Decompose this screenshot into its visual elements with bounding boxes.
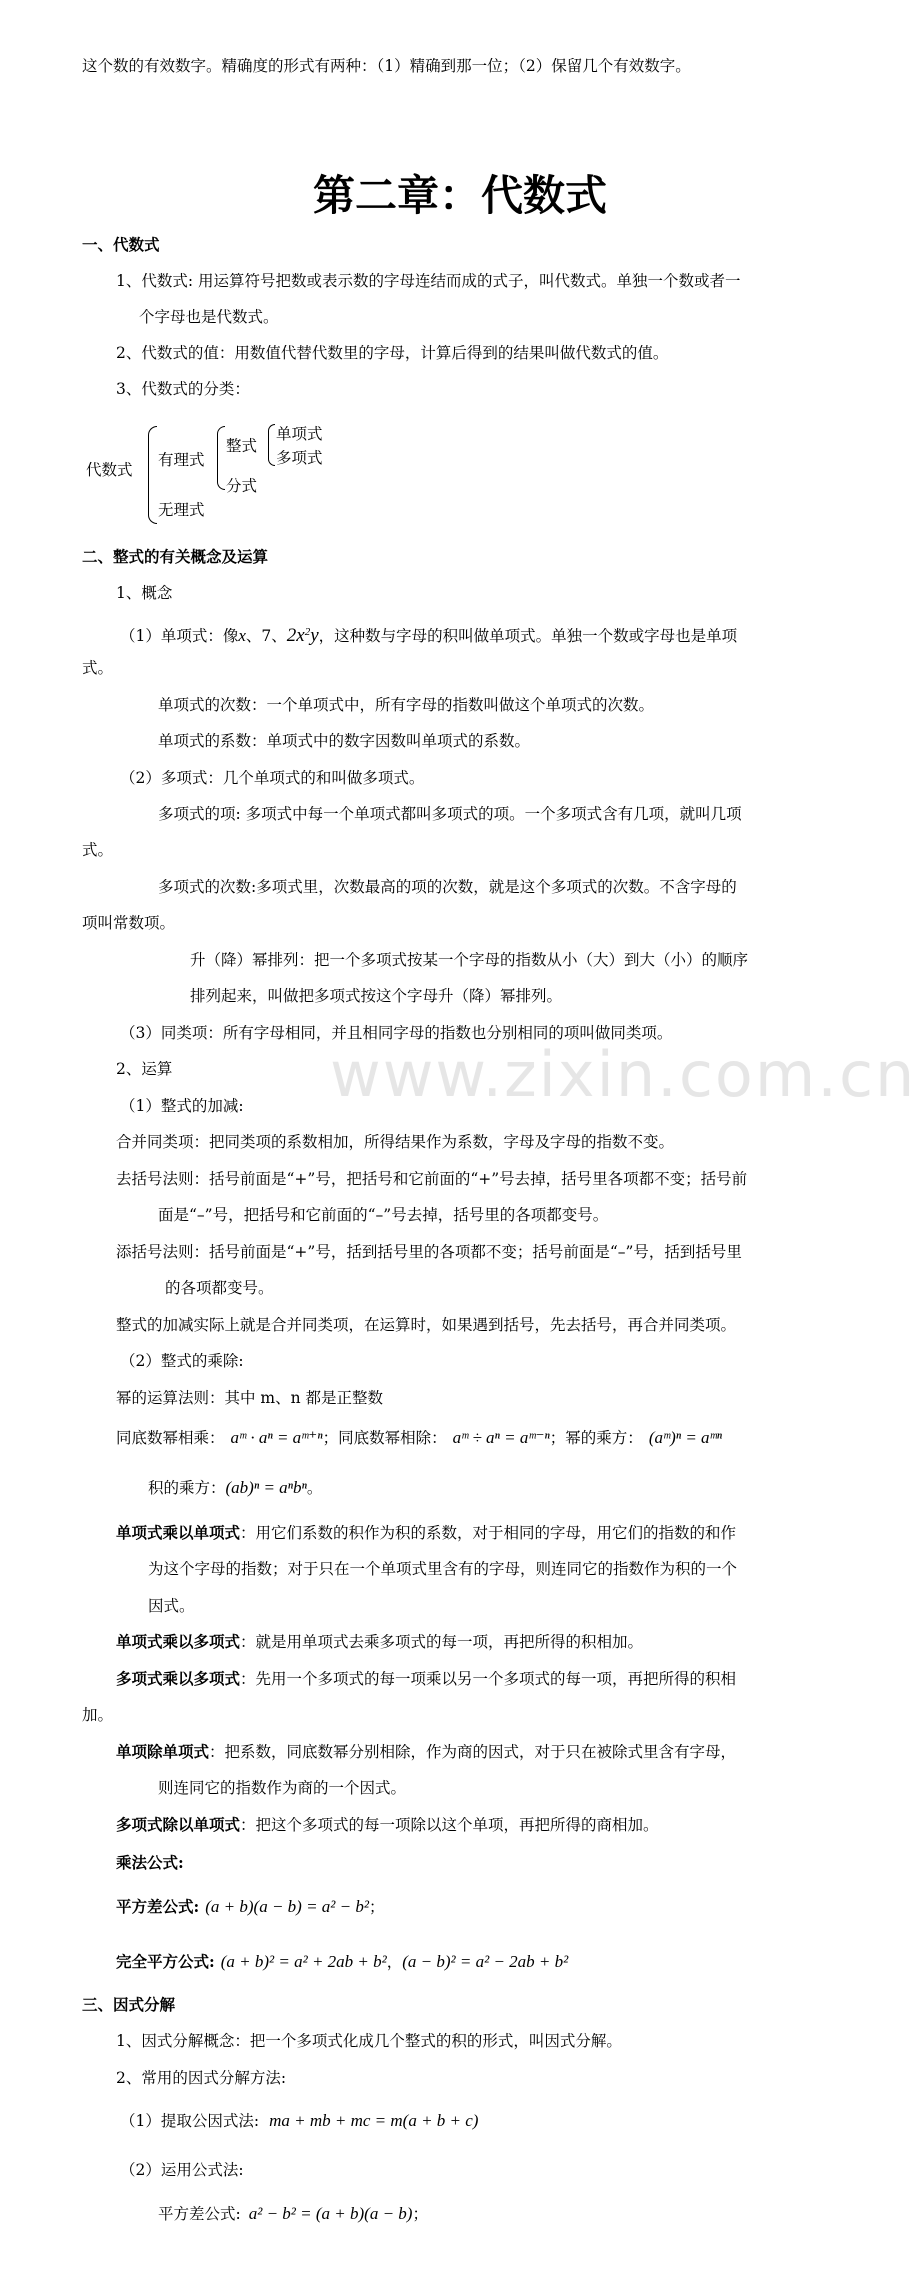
factorization-concept: 1、因式分解概念：把一个多项式化成几个整式的积的形式，叫因式分解。: [116, 2032, 622, 2050]
ordering-line-1: 升（降）幂排列：把一个多项式按某一个字母的指数从小（大）到大（小）的顺序: [190, 951, 749, 969]
value-definition: 2、代数式的值：用数值代替代数里的字母，计算后得到的结果叫做代数式的值。: [116, 344, 669, 362]
mono-divide-line-2: 则连同它的指数作为商的一个因式。: [158, 1779, 407, 1797]
monomial-exponent: 2: [304, 626, 311, 638]
same-base-multiply-formula: aᵐ · aⁿ = aᵐ⁺ⁿ: [230, 1428, 323, 1447]
factor-difference-of-squares-formula: a² − b² = (a + b)(a − b): [248, 2204, 413, 2223]
operations-label: 2、运算: [116, 1060, 173, 1078]
formula-method-label: （2）运用公式法:: [120, 2161, 244, 2179]
root-brace: [148, 426, 157, 524]
watermark: www.zixin.com.cn: [330, 1038, 917, 1111]
polynomial-definition: （2）多项式：几个单项式的和叫做多项式。: [120, 769, 425, 787]
section-3-heading: 三、因式分解: [82, 1995, 176, 2014]
chapter-title: 第二章：代数式: [312, 171, 607, 220]
perfect-square-separator: ，: [386, 1953, 403, 1971]
poly-times-poly-text: ：先用一个多项式的每一项乘以另一个多项式的每一项，再把所得的积相: [240, 1670, 737, 1688]
add-brackets-line-1: 添括号法则：括号前面是“+”号，括到括号里的各项都不变；括号前面是“–”号，括到括号里: [116, 1243, 742, 1261]
monomial-definition-line-1: [120, 620, 737, 648]
factor-difference-of-squares-end: ；: [412, 2205, 428, 2223]
poly-times-poly-line-2: 加。: [82, 1706, 114, 1724]
like-terms-definition: （3）同类项：所有字母相同，并且相同字母的指数也分别相同的项叫做同类项。: [120, 1024, 673, 1042]
mono-times-poly: [116, 1630, 643, 1654]
perfect-square-line: [116, 1950, 568, 1974]
mono-times-poly-label: 单项式乘以多项式: [116, 1632, 241, 1651]
product-power-formula: (ab)ⁿ = aⁿbⁿ: [225, 1478, 307, 1497]
difference-of-squares-label: 平方差公式:: [116, 1897, 200, 1916]
polynomial-degree-line-2: 项叫常数项。: [82, 914, 176, 932]
multiplication-division-label: （2）整式的乘除:: [120, 1352, 244, 1370]
remove-brackets-line-1: 去括号法则：括号前面是“+”号，把括号和它前面的“+”号去掉，括号里各项都不变；括号前: [116, 1170, 748, 1188]
mono-divide-line-1: [116, 1740, 736, 1764]
mono-divide-label: 单项除单项式: [116, 1742, 210, 1761]
mono-times-mono-label: 单项式乘以单项式: [116, 1523, 241, 1542]
mono-times-mono-text: ：用它们系数的积作为积的系数，对于相同的字母，用它们的指数的和作: [240, 1524, 737, 1542]
section-1-heading: 一、代数式: [82, 235, 160, 254]
monomial-sep: 、7、: [245, 627, 287, 646]
definition-line-2: 个字母也是代数式。: [139, 308, 279, 326]
tree-polynomial: 多项式: [276, 449, 323, 467]
monomial-coefficient: 单项式的系数：单项式中的数字因数叫单项式的系数。: [158, 732, 531, 750]
definition-line-1: 1、代数式: 用运算符号把数或表示数的字母连结而成的式子，叫代数式。单独一个数或者一: [116, 272, 741, 290]
mono-times-mono-line-1: [116, 1521, 736, 1545]
poly-times-poly-line-1: [116, 1667, 736, 1691]
common-factor-label: （1）提取公因式法:: [120, 2112, 260, 2130]
section-2-heading: 二、整式的有关概念及运算: [82, 547, 269, 566]
same-base-divide-formula: aᵐ ÷ aⁿ = aᵐ⁻ⁿ: [452, 1428, 550, 1447]
monomial-text-a: （1）单项式：像: [120, 627, 239, 646]
ordering-line-2: 排列起来，叫做把多项式按这个字母升（降）幂排列。: [190, 987, 563, 1005]
factor-difference-of-squares-line: [158, 2202, 428, 2226]
polynomial-term-line-2: 式。: [82, 841, 114, 859]
poly-divide-text: ：把这个多项式的每一项除以这个单项，再把所得的商相加。: [240, 1816, 659, 1834]
integral-brace: [268, 424, 275, 466]
tree-monomial: 单项式: [276, 425, 323, 443]
poly-divide-mono: [116, 1813, 659, 1837]
rational-brace: [217, 426, 225, 490]
tree-root: 代数式: [86, 461, 133, 479]
power-of-power-formula: (aᵐ)ⁿ = aᵐⁿ: [648, 1428, 722, 1447]
monomial-y: y: [310, 625, 319, 647]
tree-irrational: 无理式: [158, 501, 205, 519]
perfect-square-formula-1: (a + b)² = a² + 2ab + b²: [220, 1952, 387, 1971]
monomial-x: x: [238, 626, 246, 646]
common-factor-formula: ma + mb + mc = m(a + b + c): [269, 2111, 479, 2130]
tree-integral: 整式: [226, 437, 258, 455]
difference-of-squares-end: ；: [368, 1898, 385, 1916]
power-rules-line: [116, 1426, 722, 1450]
monomial-definition-line-2: 式。: [82, 659, 114, 677]
polynomial-degree-line-1: 多项式的次数:多项式里，次数最高的项的次数，就是这个多项式的次数。不含字母的: [158, 878, 737, 896]
addition-summary: 整式的加减实际上就是合并同类项，在运算时，如果遇到括号，先去括号，再合并同类项。: [116, 1316, 737, 1334]
monomial-text-b: ，这种数与字母的积叫做单项式。单独一个数或字母也是单项: [318, 627, 738, 646]
tree-rational: 有理式: [158, 451, 205, 469]
mono-times-mono-line-3: 因式。: [148, 1597, 195, 1615]
difference-of-squares-formula: (a + b)(a − b) = a² − b²: [205, 1897, 369, 1916]
top-line: 这个数的有效数字。精确度的形式有两种：（1）精确到那一位；（2）保留几个有效数字。: [82, 57, 691, 75]
perfect-square-formula-2: (a − b)² = a² − 2ab + b²: [402, 1952, 569, 1971]
multiplication-formulas-label: 乘法公式:: [116, 1853, 184, 1872]
same-base-divide-label: ；同底数幂相除：: [322, 1429, 447, 1447]
poly-divide-label: 多项式除以单项式: [116, 1815, 241, 1834]
polynomial-term-line-1: 多项式的项: 多项式中每一个单项式都叫多项式的项。一个多项式含有几项，就叫几项: [158, 805, 742, 823]
classification-label: 3、代数式的分类：: [116, 380, 250, 398]
mono-divide-text: ：把系数，同底数幂分别相除，作为商的因式，对于只在被除式里含有字母，: [209, 1743, 737, 1761]
monomial-degree: 单项式的次数：一个单项式中，所有字母的指数叫做这个单项式的次数。: [158, 696, 655, 714]
power-of-power-label: ；幂的乘方：: [549, 1429, 643, 1447]
monomial-expression: 2x: [286, 625, 305, 647]
factor-difference-of-squares-label: 平方差公式:: [158, 2205, 241, 2223]
tree-fractional: 分式: [226, 477, 258, 495]
perfect-square-label: 完全平方公式:: [116, 1952, 215, 1971]
remove-brackets-line-2: 面是“–”号，把括号和它前面的“–”号去掉，括号里的各项都变号。: [158, 1206, 609, 1224]
factorization-methods-label: 2、常用的因式分解方法:: [116, 2069, 287, 2087]
concept-label: 1、概念: [116, 584, 173, 602]
product-power-line: [148, 1476, 322, 1500]
product-power-end: 。: [306, 1479, 323, 1497]
same-base-multiply-label: 同底数幂相乘：: [116, 1429, 225, 1447]
power-rules-label: 幂的运算法则：其中 m、n 都是正整数: [116, 1389, 384, 1407]
mono-times-poly-text: ：就是用单项式去乘多项式的每一项，再把所得的积相加。: [240, 1633, 644, 1651]
poly-times-poly-label: 多项式乘以多项式: [116, 1669, 241, 1688]
product-power-label: 积的乘方：: [148, 1479, 226, 1497]
difference-of-squares-line: [116, 1895, 384, 1919]
add-brackets-line-2: 的各项都变号。: [165, 1279, 274, 1297]
combine-like-terms: 合并同类项：把同类项的系数相加，所得结果作为系数，字母及字母的指数不变。: [116, 1133, 675, 1151]
mono-times-mono-line-2: 为这个字母的指数；对于只在一个单项式里含有的字母，则连同它的指数作为积的一个: [148, 1560, 738, 1578]
addition-subtraction-label: （1）整式的加减:: [120, 1097, 244, 1115]
common-factor-line: [120, 2109, 478, 2133]
